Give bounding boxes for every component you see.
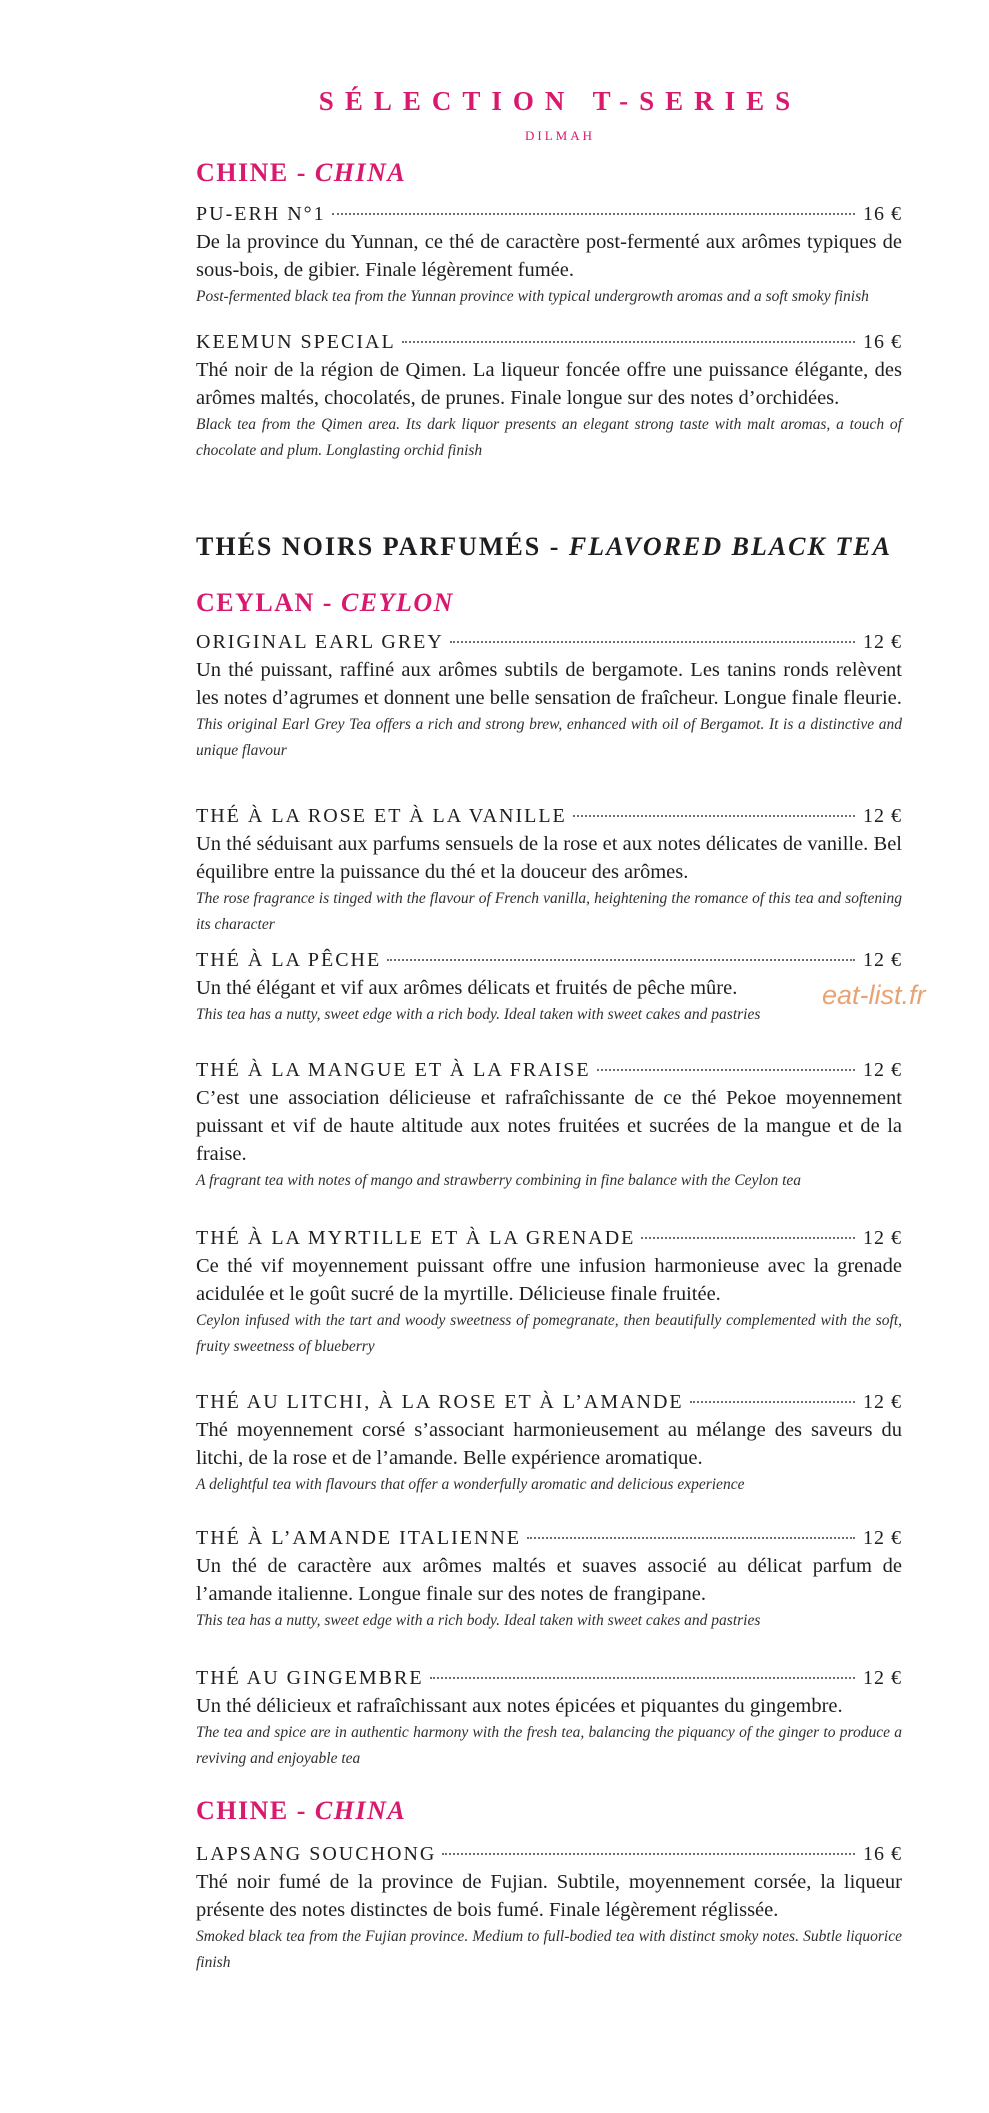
item-name: THÉ À LA MANGUE ET À LA FRAISE — [196, 1059, 591, 1081]
item-description-fr: Un thé élégant et vif aux arômes délicats et fruités de pêche mûre. — [196, 977, 738, 999]
item-description-en: This tea has a nutty, sweet edge with a rich body. Ideal taken with sweet cakes and pastries — [196, 1612, 761, 1629]
menu-item-lapsang-souchong — [196, 1840, 902, 1976]
dot-leader — [690, 1401, 855, 1403]
section-title-fr: CHINE - — [196, 158, 315, 187]
item-description-en: A delightful tea with flavours that offer a wonderfully aromatic and delicious experience — [196, 1476, 745, 1493]
item-header — [196, 200, 902, 228]
item-header — [196, 1664, 902, 1692]
item-description-en: A fragrant tea with notes of mango and strawberry combining in fine balance with the Ceylon tea — [196, 1172, 802, 1189]
item-description-fr: Un thé de caractère aux arômes maltés et suaves associé au délicat parfum de l’amande italienne. Longue finale sur des notes de frangipane. — [196, 1555, 902, 1605]
menu-item-myrtille-grenade — [196, 1224, 902, 1360]
item-name: THÉ À LA PÊCHE — [196, 949, 382, 971]
item-name: THÉ À LA ROSE ET À LA VANILLE — [196, 805, 567, 827]
dot-leader — [430, 1677, 855, 1679]
item-description-fr: Un thé puissant, raffiné aux arômes subtils de bergamote. Les tanins ronds relèvent les notes d’agrumes et donnent une belle sensation de fraîcheur. Longue finale fleurie. — [196, 659, 902, 709]
item-description-en: Ceylon infused with the tart and woody sweetness of pomegranate, then beautifully complemented with the soft, fruity sweetness of blueberry — [196, 1312, 902, 1355]
item-name: THÉ AU GINGEMBRE — [196, 1667, 424, 1689]
item-description-fr: Thé moyennement corsé s’associant harmonieusement au mélange des saveurs du litchi, de la rose et de l’amande. Belle expérience aromatique. — [196, 1419, 902, 1469]
dot-leader — [527, 1537, 855, 1539]
item-description-fr: Thé noir de la région de Qimen. La liqueur foncée offre une puissance élégante, des arômes maltés, chocolatés, de prunes. Finale longue sur des notes d’orchidées. — [196, 359, 902, 409]
item-description-fr: De la province du Yunnan, ce thé de caractère post-fermenté aux arômes typiques de sous-bois, de gibier. Finale légèrement fumée. — [196, 231, 902, 281]
category-title — [196, 532, 902, 562]
menu-item-keemun — [196, 328, 902, 464]
item-description-en: The rose fragrance is tinged with the flavour of French vanilla, heightening the romance of this tea and softening its character — [196, 890, 902, 933]
menu-item-peche — [196, 946, 902, 1028]
item-name: LAPSANG SOUCHONG — [196, 1843, 437, 1865]
page-subtitle: DILMAH — [525, 128, 595, 143]
item-name: PU-ERH N°1 — [196, 203, 326, 225]
item-description-en: Post-fermented black tea from the Yunnan province with typical undergrowth aromas and a soft smoky finish — [196, 288, 869, 305]
section-title-china — [196, 158, 902, 188]
dot-leader — [597, 1069, 855, 1071]
item-name: ORIGINAL EARL GREY — [196, 631, 444, 653]
item-price: 16 € — [863, 331, 902, 353]
item-name: THÉ À LA MYRTILLE ET À LA GRENADE — [196, 1227, 636, 1249]
menu-item-gingembre — [196, 1664, 902, 1772]
dot-leader — [402, 341, 855, 343]
dot-leader — [442, 1853, 855, 1855]
item-header — [196, 1224, 902, 1252]
item-description-en: Smoked black tea from the Fujian province. Medium to full-bodied tea with distinct smoky notes. Subtle liquorice finish — [196, 1928, 902, 1971]
menu-item-pu-erh — [196, 200, 902, 310]
section-title-en: CHINA — [314, 1796, 407, 1825]
menu-item-earl-grey — [196, 628, 902, 764]
item-description-en: This original Earl Grey Tea offers a rich and strong brew, enhanced with oil of Bergamot. It is a distinctive and unique flavour — [196, 716, 902, 759]
item-price: 16 € — [863, 203, 902, 225]
item-price: 12 € — [863, 1667, 902, 1689]
item-price: 12 € — [863, 1391, 902, 1413]
item-description-fr: Un thé délicieux et rafraîchissant aux notes épicées et piquantes du gingembre. — [196, 1695, 843, 1717]
item-name: KEEMUN SPECIAL — [196, 331, 396, 353]
item-price: 12 € — [863, 1527, 902, 1549]
item-header — [196, 1840, 902, 1868]
item-description-fr: Ce thé vif moyennement puissant offre une infusion harmonieuse avec la grenade acidulée et le goût sucré de la myrtille. Délicieuse finale fruitée. — [196, 1255, 902, 1305]
dot-leader — [573, 815, 855, 817]
section-title-fr: CHINE - — [196, 1796, 315, 1825]
item-price: 12 € — [863, 1059, 902, 1081]
dot-leader — [387, 959, 855, 961]
menu-item-mangue-fraise — [196, 1056, 902, 1194]
category-title-en: FLAVORED BLACK TEA — [568, 532, 892, 561]
watermark: eat-list.fr — [822, 980, 926, 1010]
dot-leader — [450, 641, 855, 643]
item-name: THÉ À L’AMANDE ITALIENNE — [196, 1527, 522, 1549]
menu-item-litchi-rose-amande — [196, 1388, 902, 1498]
item-description-fr: Un thé séduisant aux parfums sensuels de la rose et aux notes délicates de vanille. Bel équilibre entre la puissance du thé et la douceur des arômes. — [196, 833, 902, 883]
page-title: SÉLECTION T-SERIES — [318, 86, 802, 116]
item-description-en: Black tea from the Qimen area. Its dark liquor presents an elegant strong taste with malt aromas, a touch of chocolate and plum. Longlasting orchid finish — [196, 416, 902, 459]
item-header — [196, 946, 902, 974]
section-title-china-2 — [196, 1796, 902, 1826]
item-description-en: The tea and spice are in authentic harmony with the fresh tea, balancing the piquancy of the ginger to produce a reviving and enjoyable tea — [196, 1724, 902, 1767]
item-header — [196, 1524, 902, 1552]
section-title-en: CEYLON — [340, 588, 454, 617]
item-price: 12 € — [863, 1227, 902, 1249]
item-description-en: This tea has a nutty, sweet edge with a rich body. Ideal taken with sweet cakes and pastries — [196, 1006, 761, 1023]
dot-leader — [332, 213, 855, 215]
section-title-fr: CEYLAN - — [196, 588, 341, 617]
item-price: 12 € — [863, 949, 902, 971]
item-header — [196, 1056, 902, 1084]
item-description-fr: Thé noir fumé de la province de Fujian. Subtile, moyennement corsée, la liqueur présente des notes distinctes de bois fumé. Finale légèrement réglissée. — [196, 1871, 902, 1921]
section-title-en: CHINA — [314, 158, 407, 187]
menu-item-rose-vanille — [196, 802, 902, 938]
item-description-fr: C’est une association délicieuse et rafraîchissante de ce thé Pekoe moyennement puissant et vif de haute altitude aux notes fruitées et sucrées de la mangue et de la fraise. — [196, 1087, 902, 1165]
menu-item-amande-italienne — [196, 1524, 902, 1634]
item-price: 16 € — [863, 1843, 902, 1865]
item-header — [196, 328, 902, 356]
item-price: 12 € — [863, 805, 902, 827]
item-header — [196, 628, 902, 656]
section-title-ceylon — [196, 588, 902, 618]
item-header — [196, 802, 902, 830]
dot-leader — [641, 1237, 855, 1239]
category-title-fr: THÉS NOIRS PARFUMÉS - — [196, 532, 569, 561]
item-name: THÉ AU LITCHI, À LA ROSE ET À L’AMANDE — [196, 1391, 684, 1413]
item-price: 12 € — [863, 631, 902, 653]
item-header — [196, 1388, 902, 1416]
